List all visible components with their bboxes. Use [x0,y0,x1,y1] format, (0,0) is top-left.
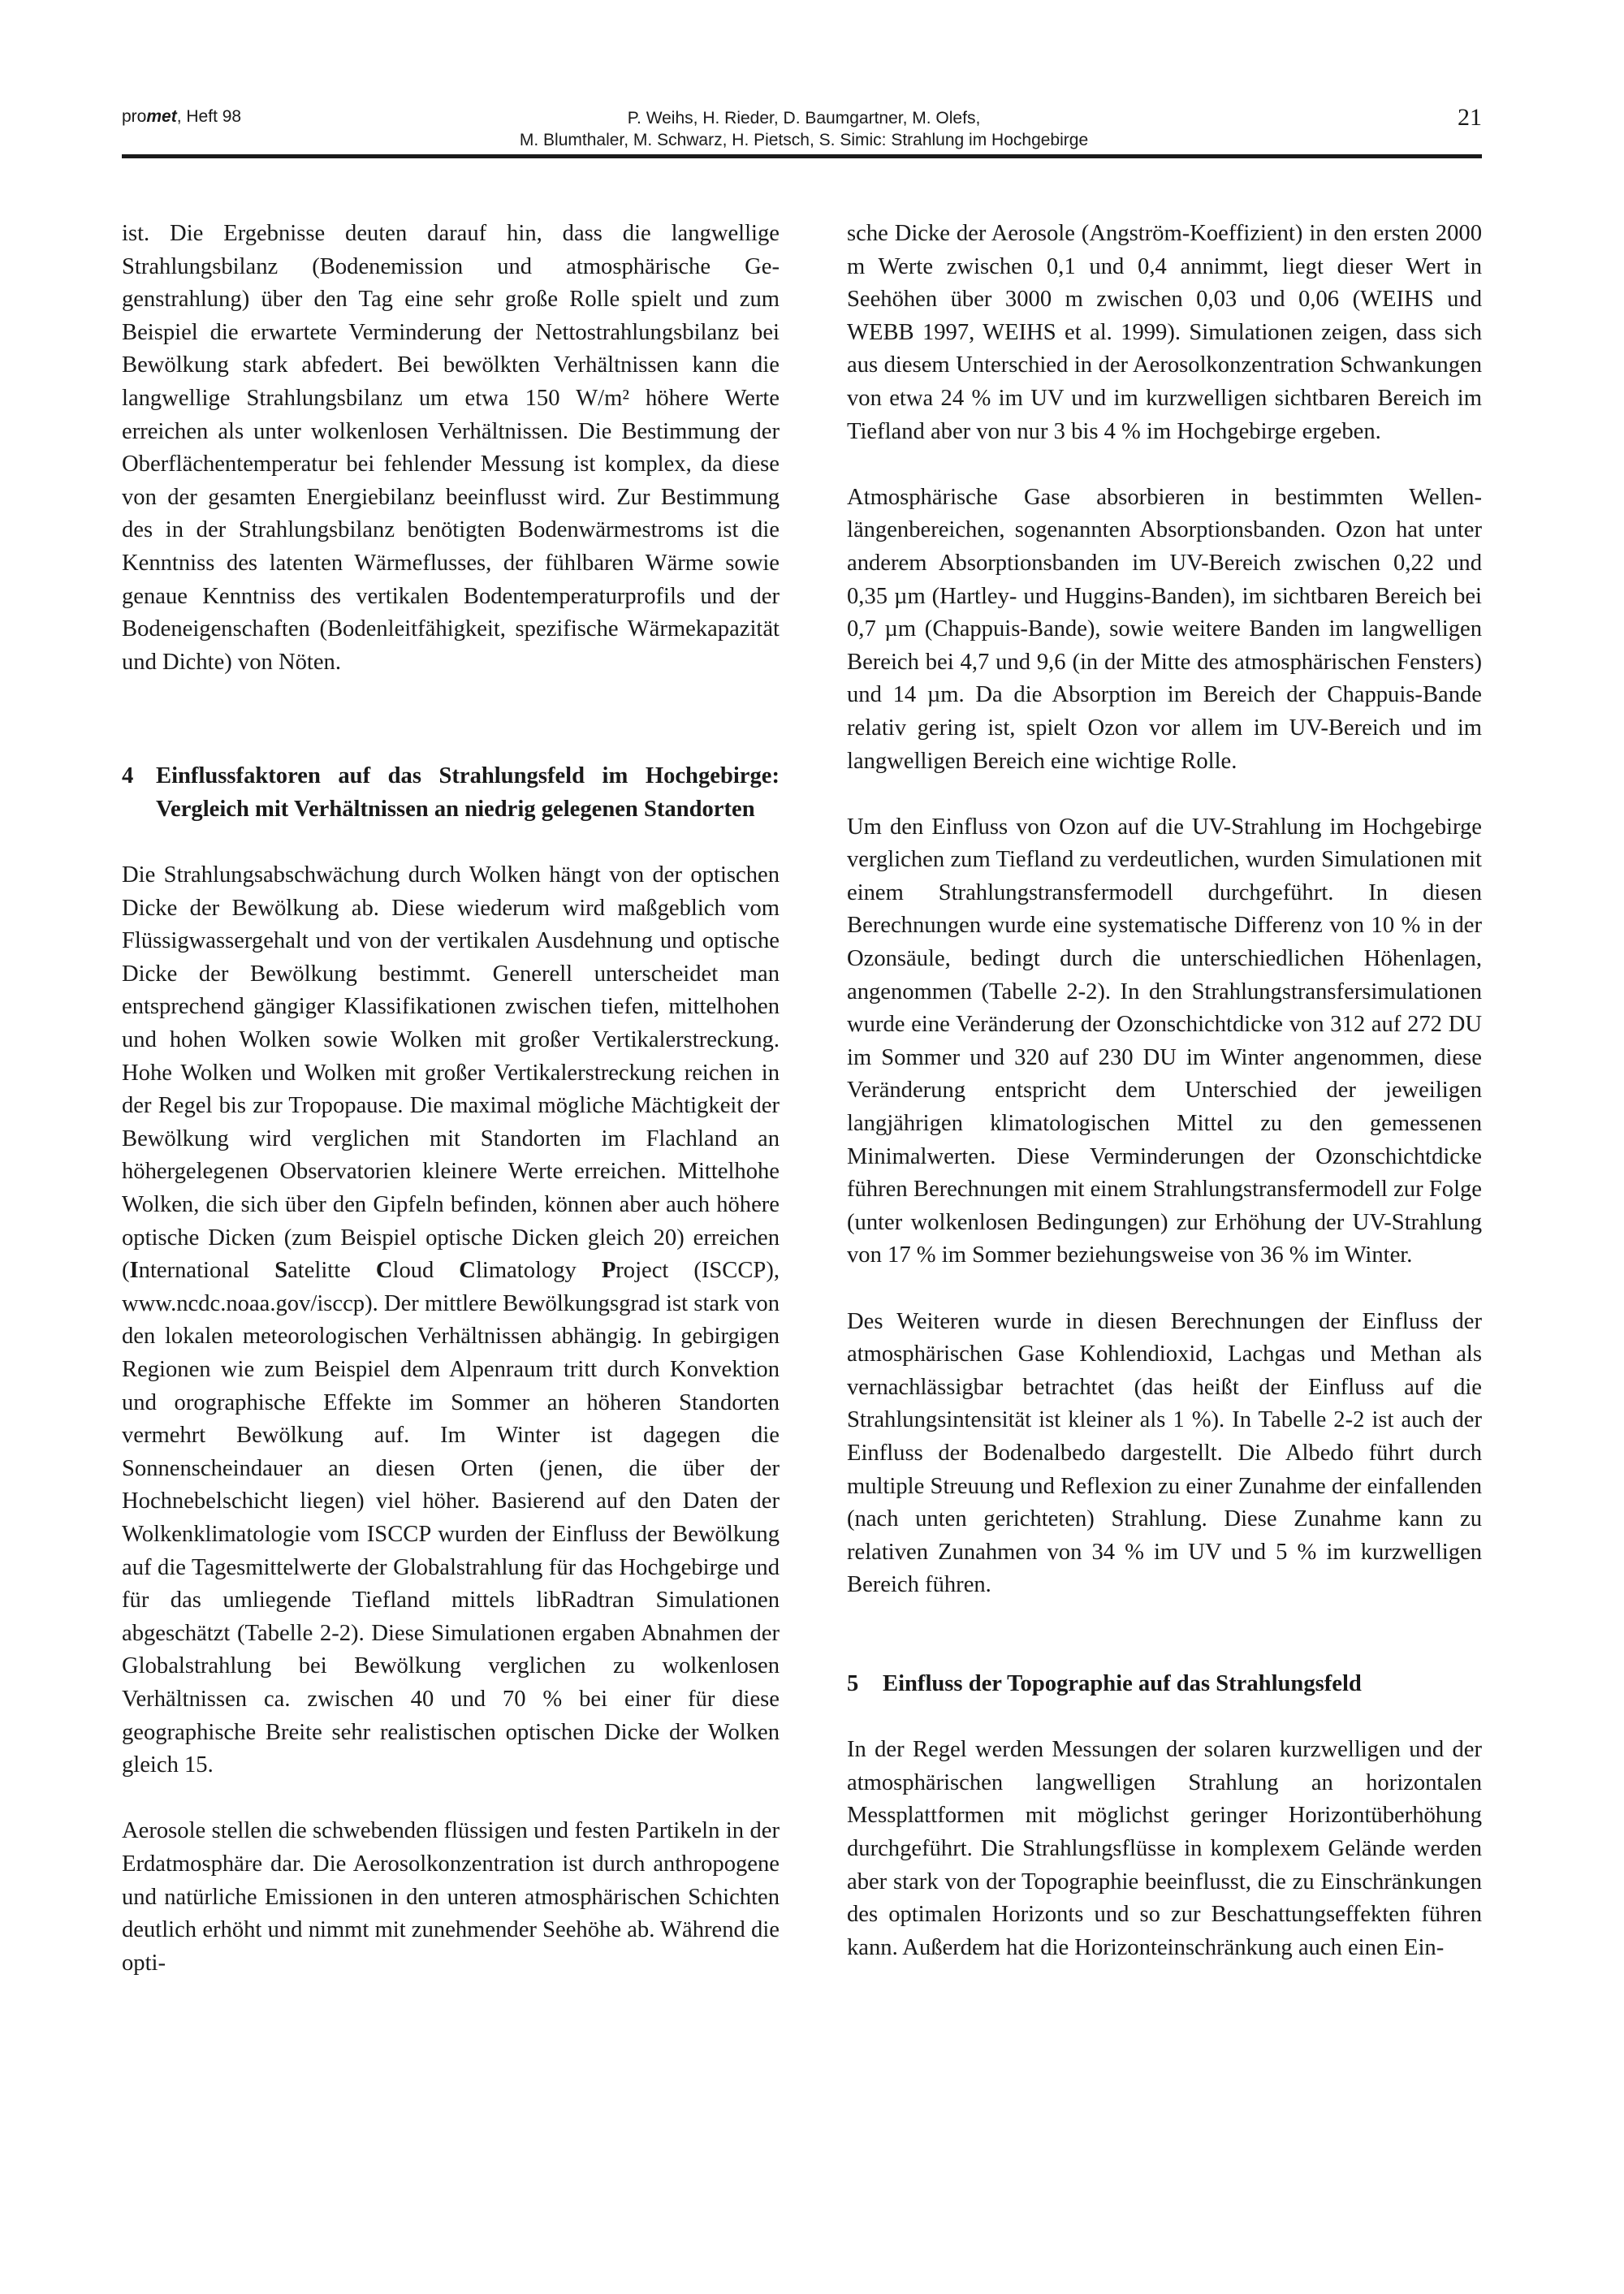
acronym-letter: C [375,1258,393,1284]
text-run: (ISCCP), www.ncdc.noaa.gov/isccp). Der mittlere Bewölkungsgrad ist stark von den lokalen meteorologischen Verhältnissen abhängig. In gebirgigen Regionen wie zum Beispiel dem Alpenraum tritt durch Konvektion und orographische Effekte im Sommer an höheren Standorten vermehrt Bewölkung auf. Im Winter ist dagegen die Sonnenscheindauer an diesen Orten (jenen, die über der Hochnebelschicht liegen) viel höher. Basierend auf den Daten der Wolkenklimatologie vom ISCCP wurden der Einfluss der Bewölkung auf die Tagesmittelwerte der Globalstrahlung für das Hochgebirge und für das umliegende Tiefland mittels libRadtran Simulationen abgeschätzt (Tabelle 2-2). Diese Simulationen ergaben Abnahmen der Globalstrahlung bei Bewölkung verglichen zu wolkenlosen Verhältnissen ca. zwischen 40 und 70 % bei einer für diese geographische Breite sehr realistischen optischen Dicke der Wolken gleich 15. [122,1258,780,1778]
text-run: atelitte [287,1258,376,1284]
spacer [847,448,1482,482]
paragraph: Atmosphärische Gase absorbieren in bestimmten Wellenlängenbereichen, sogenannten Absorptionsbanden. Ozon hat unter anderem Absorptionsbanden im UV-Bereich zwischen 0,22 und 0,35 µm (Hartley- und Huggins-Banden), im sichtbaren Bereich bei 0,7 µm (Chappuis-Bande), sowie weitere Banden im langwelligen Bereich bei 4,7 und 9,6 (in der Mitte des atmosphärischen Fensters) und 14 µm. Da die Absorption im Bereich der Chappuis-Bande relativ gering ist, spielt Ozon vor allem im UV-Bereich und im langwelligen Bereich eine wichtige Rolle. [847,484,1482,774]
authors-line-1: P. Weihs, H. Rieder, D. Baumgartner, M. Olefs, [627,109,981,127]
section-number: 4 [122,763,134,789]
right-column [847,218,1482,1964]
paragraph: sche Dicke der Aerosole (Angström-Koeffizient) in den ersten 2000 m Werte zwischen 0,1 und 0,4 annimmt, liegt dieser Wert in Seehöhen über 3000 m zwischen 0,03 und 0,06 (WEIHS und WEBB 1997, WEIHS et al. 1999). Simulationen zeigen, dass sich aus diesem Unterschied in der Aerosolkonzentration Schwankungen von etwa 24 % im UV und im kurzwelligen sichtbaren Bereich im Tiefland aber von nur 3 bis 4 % im Hochgebirge ergeben. [847,221,1482,444]
spacer [122,1782,780,1816]
text-run: roject [615,1258,669,1284]
section-title: Einfluss der Topographie auf das Strahlungsfeld [883,1670,1362,1696]
text-run: nternational [138,1258,275,1284]
issue-number: , Heft 98 [176,107,242,126]
acronym-letter: C [459,1258,476,1284]
authors-title [463,107,1145,151]
paragraph: Des Weiteren wurde in diesen Berechnungen der Einfluss der atmosphärischen Gase Kohlendioxid, Lachgas und Methan als vernachlässigbar betrachtet (das heißt der Einfluss auf die Strahlungsintensität ist kleiner als 1 %). In Tabelle 2-2 ist auch der Einfluss der Bodenalbedo dargestellt. Die Albedo führt durch multiple Streuung und Reflexion zu einer Zunahme der einfallenden (nach unten gerichteten) Strahlung. Diese Zunahme kann zu relativen Zunahmen von 34 % im UV und 5 % im kurzwelligen Bereich führen. [847,1308,1482,1598]
text-run: Die Strahlungsabschwächung durch Wolken hängt von der optischen Dicke der Bewölkung ab. Diese wiederum wird maßgeblich vom Flüssigwassergehalt und von der vertikalen Ausdehnung und optische Dicke der Bewölkung bestimmt. Generell unterscheidet man entsprechend gängiger Klassifikationen zwischen tiefen, mittelhohen und hohen Wolken sowie Wolken mit großer Vertikalerstreckung. Hohe Wolken und Wolken mit großer Vertikalerstreckung reichen in der Regel bis zur Tropopause. Die maximal mögliche Mächtigkeit der Bewölkung wird verglichen mit Standorten im Flachland an höhergelegenen Observatorien kleinere Werte erreichen. Mittelhohe Wolken, die sich über den Gipfeln befinden, können aber auch höhere optische Dicken (zum Beispiel optische Dicken gleich 20) erreichen ( [122,862,780,1284]
section-title: Einflussfaktoren auf das Strahlungsfeld im Hochgebirge: Vergleich mit Verhältnissen an niedrig gelegenen Standorten [156,763,780,822]
acronym-letter: I [129,1258,139,1284]
header-rule [122,154,1482,158]
acronym-letter: S [274,1258,288,1284]
spacer [847,1272,1482,1306]
journal-issue [122,107,241,127]
spacer [847,778,1482,811]
left-column [122,218,780,1980]
section-4-heading [122,760,780,826]
running-header [122,104,1482,161]
section-5-heading [847,1668,1482,1701]
paragraph: ist. Die Ergebnisse deuten darauf hin, dass die langwellige Strahlungsbilanz (Bodenemission und atmosphärische Gegenstrahlung) über den Tag eine sehr große Rolle spielt und zum Beispiel die erwartete Verminderung der Nettostrahlungsbilanz bei Bewölkung stark abfedert. Bei bewölkten Verhältnissen kann die langwellige Strahlungsbilanz um etwa 150 W/m² höhere Werte erreichen als unter wolkenlosen Verhältnissen. Die Bestimmung der Oberflächentemperatur bei fehlender Messung ist komplex, da diese von der gesamten Energiebilanz beeinflusst wird. Zur Bestimmung des in der Strahlungsbilanz benötigten Bodenwärmestroms ist die Kenntniss des latenten Wärmeflusses, der fühlbaren Wärme sowie genaue Kenntniss des vertikalen Bodentemperaturprofils und der Bodeneigenschaften (Bodenleitfähigkeit, spezifische Wärmekapazität und Dichte) von Nöten. [122,221,780,675]
journal-name-prefix: pro [122,107,147,126]
spacer [847,1701,1482,1735]
acronym-letter: P [601,1258,616,1284]
spacer [847,1602,1482,1668]
paragraph: Aerosole stellen die schwebenden flüssigen und festen Partikeln in der Erdatmosphäre dar. Die Aerosolkonzentration ist durch anthropogene und natürliche Emissionen in den unteren atmosphärischen Schichten deutlich erhöht und nimmt mit zunehmender Seehöhe ab. Während die opti- [122,1818,780,1976]
page-number: 21 [1458,104,1482,131]
text-run: limatology [475,1258,602,1284]
section-number: 5 [847,1670,859,1696]
authors-line-2: M. Blumthaler, M. Schwarz, H. Pietsch, S. Simic: Strahlung im Hochgebirge [519,131,1089,149]
spacer [122,827,780,860]
text-run: loud [392,1258,460,1284]
spacer [122,679,780,760]
paragraph: Um den Einfluss von Ozon auf die UV-Strahlung im Hochgebirge verglichen zum Tiefland zu verdeutlichen, wurden Simulationen mit einem Strahlungstransfermodell durchgeführt. In diesen Berechnungen wurde eine systematische Differenz von 10 % in der Ozonsäule, bedingt durch die unterschiedlichen Höhenlagen, angenommen (Tabelle 2-2). In den Strahlungstransfersimulationen wurde eine Veränderung der Ozonschichtdicke von 312 auf 272 DU im Sommer und 320 auf 230 DU im Winter angenommen, diese Veränderung entspricht dem Unterschied der jeweiligen langjährigen klimatologischen Mittel zu den gemessenen Minimalwerten. Diese Verminderungen der Ozonschichtdicke führen Berechnungen mit einem Strahlungstransfermodell zur Folge (unter wolkenlosen Bedingungen) zur Erhöhung der UV-Strahlung von 17 % im Sommer beziehungsweise von 36 % im Winter. [847,814,1482,1268]
journal-name-italic: met [146,107,177,126]
paragraph: In der Regel werden Messungen der solaren kurzwelligen und der atmosphärischen langwelligen Strahlung an horizontalen Messplattformen mit möglichst geringer Horizontüberhöhung durchgeführt. Die Strahlungsflüsse in komplexem Gelände werden aber stark von der Topographie beeinflusst, die zu Einschränkungen des optimalen Horizonts und so zur Beschattungseffekten führen kann. Außerdem hat die Horizonteinschränkung auch einen Ein- [847,1737,1482,1960]
paragraph [122,859,780,1782]
